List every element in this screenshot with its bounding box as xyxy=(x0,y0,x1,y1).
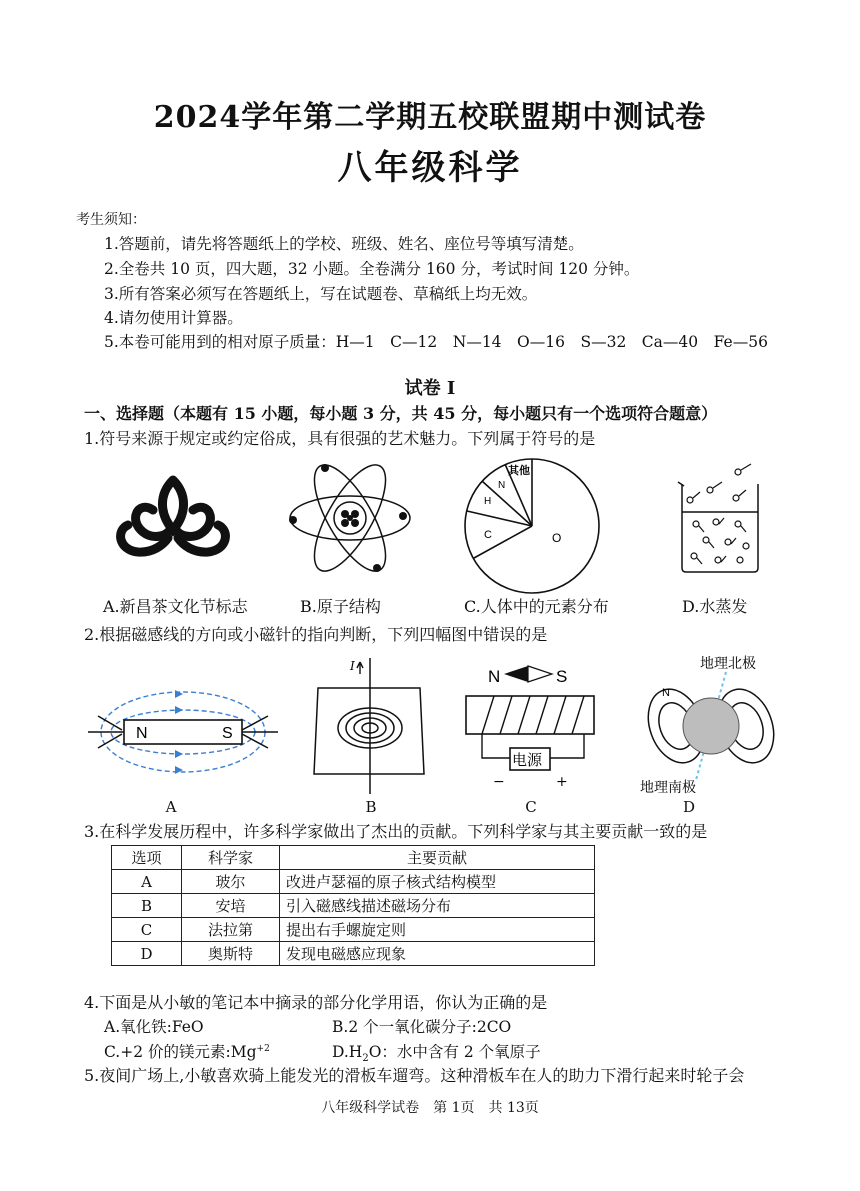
q2-letter-b: B xyxy=(365,798,377,816)
magnet-s-label: S xyxy=(222,725,233,742)
q1-option-c: C.人体中的元素分布 xyxy=(464,597,609,616)
section-title: 试卷 I xyxy=(404,378,456,399)
needle-s-label: S xyxy=(556,667,568,686)
power-source-label: 电源 xyxy=(512,751,543,769)
pie-label-c: C xyxy=(484,529,492,541)
table-cell: 安培 xyxy=(182,894,280,918)
q4-option-d-sub: 2 xyxy=(362,1053,369,1065)
geo-south-label: 地理南极 xyxy=(640,780,696,796)
question-1-stem: 1.符号来源于规定或约定俗成，具有很强的艺术魅力。下列属于符号的是 xyxy=(84,429,596,448)
element-distribution-pie xyxy=(462,456,602,596)
minus-terminal: − xyxy=(493,774,505,790)
q1-option-d: D.水蒸发 xyxy=(682,597,748,616)
table-header-cell: 科学家 xyxy=(182,846,280,870)
table-cell: 改进卢瑟福的原子核式结构模型 xyxy=(280,870,595,894)
needle-n-label: N xyxy=(488,667,501,686)
q2-letter-c: C xyxy=(525,798,537,816)
table-row xyxy=(112,894,595,918)
notice-item: 1.答题前，请先将答题纸上的学校、班级、姓名、座位号等填写清楚。 xyxy=(104,235,584,253)
q1-option-a: A.新昌茶文化节标志 xyxy=(103,597,248,616)
table-header-row xyxy=(112,846,595,870)
straight-wire-field-figure xyxy=(312,656,432,796)
table-cell: 引入磁感线描述磁场分布 xyxy=(280,894,595,918)
q4-option-c-text: C.+2 价的镁元素:Mg xyxy=(104,1043,257,1061)
table-cell: 发现电磁感应现象 xyxy=(280,942,595,966)
geo-north-label: 地理北极 xyxy=(700,656,756,672)
pie-label-o: O xyxy=(552,531,562,545)
notice-item: 5.本卷可能用到的相对原子质量：H—1 C—12 N—14 O—16 S—32 Ca—40 Fe—56 xyxy=(104,333,768,351)
notice-item: 2.全卷共 10 页，四大题，32 小题。全卷满分 160 分，考试时间 120 分钟。 xyxy=(104,260,640,278)
plus-terminal: + xyxy=(556,774,568,790)
q1-option-b: B.原子结构 xyxy=(300,597,381,616)
table-header-cell: 主要贡献 xyxy=(280,846,595,870)
q4-option-c xyxy=(104,1040,270,1062)
exam-title: 2024学年第二学期五校联盟期中测试卷 xyxy=(153,100,707,135)
scientist-table xyxy=(111,845,595,966)
q4-option-c-sup: +2 xyxy=(256,1043,270,1054)
question-4-stem: 4.下面是从小敏的笔记本中摘录的部分化学用语，你认为正确的是 xyxy=(84,993,548,1012)
current-label: I xyxy=(350,659,355,673)
pie-label-n: N xyxy=(498,480,506,491)
part-one-heading: 一、选择题（本题有 15 小题，每小题 3 分，共 45 分，每小题只有一个选项符合题意） xyxy=(84,404,718,423)
earth-magnetic-field-figure xyxy=(636,650,786,800)
table-cell: 奥斯特 xyxy=(182,942,280,966)
q4-option-d xyxy=(332,1040,541,1064)
q4-option-d-post: O：水中含有 2 个氧原子 xyxy=(368,1043,541,1061)
table-cell: A xyxy=(112,870,182,894)
q4-option-b: B.2 个一氧化碳分子:2CO xyxy=(332,1018,512,1036)
pie-label-other: 其他 xyxy=(508,465,530,477)
table-cell: 玻尔 xyxy=(182,870,280,894)
lotus-logo-figure xyxy=(108,470,238,570)
solenoid-figure xyxy=(460,662,600,790)
question-3-stem: 3.在科学发展历程中，许多科学家做出了杰出的贡献。下列科学家与其主要贡献一致的是 xyxy=(84,822,708,841)
notice-item: 3.所有答案必须写在答题纸上，写在试题卷、草稿纸上均无效。 xyxy=(104,285,538,303)
table-row xyxy=(112,942,595,966)
question-2-stem: 2.根据磁感线的方向或小磁针的指向判断，下列四幅图中错误的是 xyxy=(84,625,548,644)
notice-item: 4.请勿使用计算器。 xyxy=(104,309,243,327)
table-cell: B xyxy=(112,894,182,918)
q4-option-d-pre: D.H xyxy=(332,1043,363,1061)
table-cell: 提出右手螺旋定则 xyxy=(280,918,595,942)
q2-letter-d: D xyxy=(682,798,696,816)
table-header-cell: 选项 xyxy=(112,846,182,870)
exam-subtitle: 八年级科学 xyxy=(337,148,523,188)
atom-structure-figure xyxy=(285,458,415,578)
question-5-stem: 5.夜间广场上,小敏喜欢骑上能发光的滑板车遛弯。这种滑板车在人的助力下滑行起来时轮子会 xyxy=(84,1066,745,1085)
notice-heading: 考生须知： xyxy=(76,212,146,228)
table-row xyxy=(112,870,595,894)
q2-letter-a: A xyxy=(165,798,177,816)
earth-n-label: N xyxy=(662,687,670,699)
magnet-n-label: N xyxy=(136,725,148,742)
table-row xyxy=(112,918,595,942)
water-evaporation-figure xyxy=(676,460,766,575)
q4-option-a: A.氧化铁:FeO xyxy=(104,1018,204,1036)
bar-magnet-field-figure xyxy=(88,676,278,796)
table-cell: 法拉第 xyxy=(182,918,280,942)
pie-label-h: H xyxy=(484,496,492,507)
table-cell: C xyxy=(112,918,182,942)
page-footer: 八年级科学试卷 第 1页 共 13页 xyxy=(321,1100,539,1116)
table-cell: D xyxy=(112,942,182,966)
